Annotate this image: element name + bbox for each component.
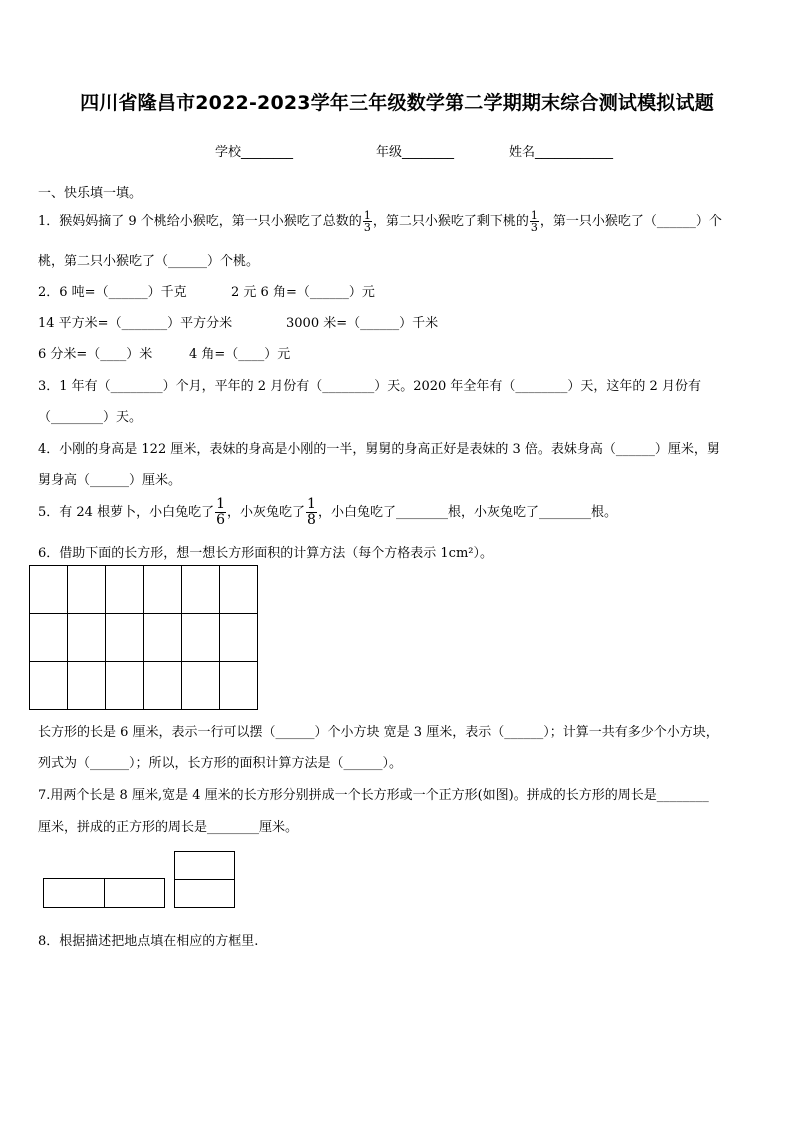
grid-cell bbox=[220, 662, 258, 710]
combined-rectangle-right-part bbox=[104, 878, 165, 908]
grid-cell bbox=[106, 566, 144, 614]
school-field: 学校________ bbox=[215, 145, 294, 160]
question-4-line-1: 4．小刚的身高是 122 厘米，表妹的身高是小刚的一半，舅舅的身高正好是表妹的 3 倍。表妹身高（______）厘米，舅 bbox=[38, 442, 720, 457]
q1-text-a: 1．猴妈妈摘了 9 个桃给小猴吃，第一只小猴吃了总数的 bbox=[38, 214, 362, 229]
grid-row bbox=[30, 662, 258, 710]
question-8: 8．根据描述把地点填在相应的方框里. bbox=[38, 934, 259, 949]
question-1-line-2: 桃，第二只小猴吃了（______）个桃。 bbox=[38, 254, 260, 269]
grid-cell bbox=[30, 662, 68, 710]
question-3-line-1: 3．1 年有（________）个月，平年的 2 月份有（________）天。2020 年全年有（________）天，这年的 2 月份有 bbox=[38, 379, 701, 394]
grid-cell bbox=[106, 662, 144, 710]
grid-cell bbox=[182, 614, 220, 662]
grid-cell bbox=[68, 662, 106, 710]
grid-cell bbox=[144, 662, 182, 710]
grade-field: 年级________ bbox=[376, 145, 455, 160]
question-6-line-1: 长方形的长是 6 厘米，表示一行可以摆（______）个小方块 宽是 3 厘米，表示（______）；计算一共有多少个小方块， bbox=[38, 725, 719, 740]
question-4-line-2: 舅身高（______）厘米。 bbox=[38, 473, 182, 488]
rectangle-grid bbox=[29, 565, 258, 710]
q5-fraction-2: $\frac{1}{8}$ bbox=[307, 496, 316, 528]
grid-cell bbox=[182, 566, 220, 614]
question-6-stem: 6．借助下面的长方形，想一想长方形面积的计算方法（每个方格表示 1cm²）。 bbox=[38, 546, 493, 561]
question-2-f: 4 角=（____）元 bbox=[189, 347, 291, 362]
grid-cell bbox=[182, 662, 220, 710]
q1-fraction-1: $\frac{1}{3}$ bbox=[363, 209, 371, 234]
grid-cell bbox=[220, 614, 258, 662]
grid-cell bbox=[144, 614, 182, 662]
question-2-b: 2 元 6 角=（______）元 bbox=[231, 285, 375, 300]
section-heading: 一、快乐填一填。 bbox=[38, 186, 143, 201]
combined-rectangle-left-part bbox=[43, 878, 105, 908]
name-field: 姓名____________ bbox=[509, 145, 614, 160]
square-top-part bbox=[174, 851, 235, 880]
grid-row bbox=[30, 566, 258, 614]
question-2-d: 3000 米=（______）千米 bbox=[286, 316, 439, 331]
q1-text-c: ，第一只小猴吃了（______）个 bbox=[539, 214, 722, 229]
grid-cell bbox=[220, 566, 258, 614]
q5-fraction-1: $\frac{1}{6}$ bbox=[216, 496, 225, 528]
question-6-line-2: 列式为（______）；所以，长方形的面积计算方法是（______）。 bbox=[38, 756, 403, 771]
grid-cell bbox=[68, 566, 106, 614]
grid-row bbox=[30, 614, 258, 662]
q5-text-c: ，小白兔吃了________根，小灰兔吃了________根。 bbox=[317, 505, 617, 520]
grid-cell bbox=[106, 614, 144, 662]
grid-cell bbox=[68, 614, 106, 662]
page-title: 四川省隆昌市2022-2023学年三年级数学第二学期期末综合测试模拟试题 bbox=[80, 92, 714, 114]
square-bottom-part bbox=[174, 879, 235, 908]
question-7-line-2: 厘米，拼成的正方形的周长是________厘米。 bbox=[38, 820, 299, 835]
question-1-line-1 bbox=[38, 210, 722, 233]
grid-cell bbox=[30, 614, 68, 662]
q1-fraction-2: $\frac{1}{3}$ bbox=[530, 209, 538, 234]
question-2-e: 6 分米=（____）米 bbox=[38, 347, 153, 362]
q5-text-a: 5．有 24 根萝卜，小白兔吃了 bbox=[38, 505, 215, 520]
question-2-c: 14 平方米=（_______）平方分米 bbox=[38, 316, 233, 331]
grid-cell bbox=[30, 566, 68, 614]
q5-text-b: ，小灰兔吃了 bbox=[227, 505, 306, 520]
question-7-line-1: 7.用两个长是 8 厘米,宽是 4 厘米的长方形分别拼成一个长方形或一个正方形(如图)。拼成的长方形的周长是________ bbox=[38, 788, 709, 803]
question-3-line-2: （________）天。 bbox=[38, 410, 143, 425]
q1-text-b: ，第二只小猴吃了剩下桃的 bbox=[372, 214, 529, 229]
question-2-a: 2．6 吨=（______）千克 bbox=[38, 285, 187, 300]
grid-cell bbox=[144, 566, 182, 614]
question-5 bbox=[38, 497, 617, 528]
